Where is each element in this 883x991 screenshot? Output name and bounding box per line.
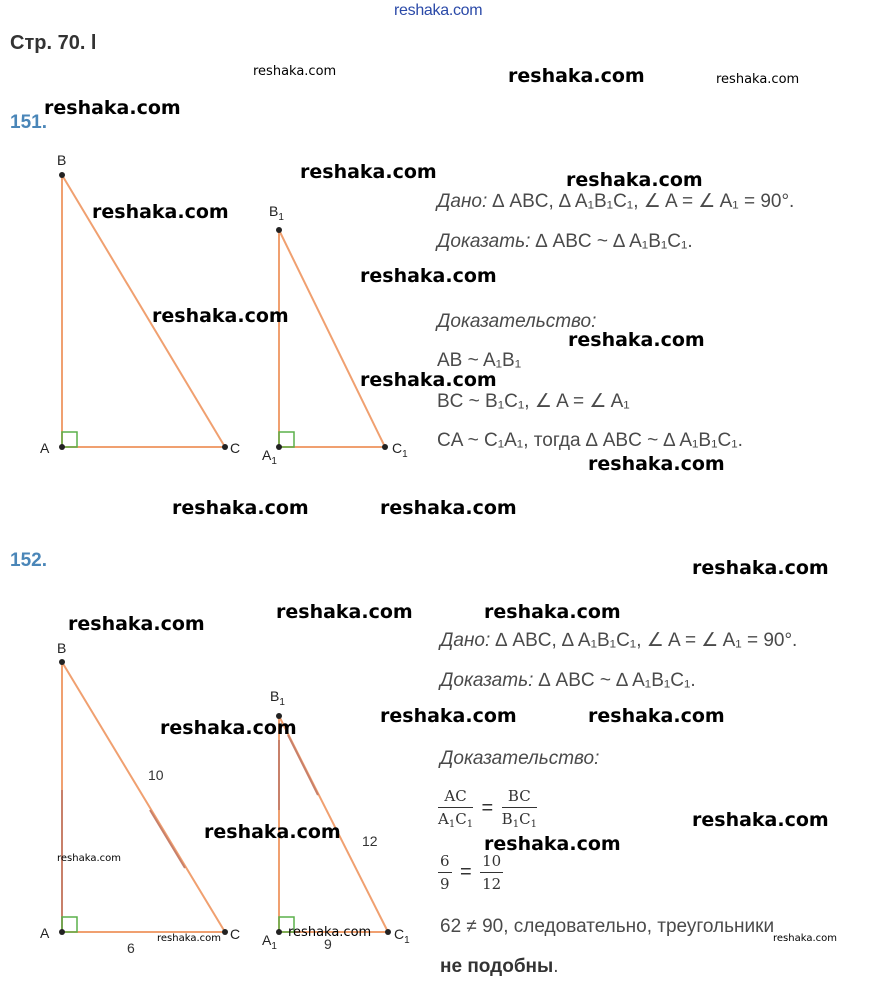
triangle-abc-152 bbox=[59, 659, 228, 935]
given-152: Дано: ∆ ABC, ∆ A₁B₁C₁, ∠ A = ∠ A₁ = 90°. bbox=[440, 630, 798, 651]
numeric-ratio: $\frac{6}{9}$ = $\frac{10}{12}$ bbox=[440, 852, 502, 893]
task152-figure bbox=[0, 640, 430, 970]
page-header: Стр. 70. l bbox=[10, 32, 97, 54]
watermark: reshaka.com bbox=[692, 809, 829, 831]
length-b1c1: 12 bbox=[362, 833, 378, 849]
watermark: reshaka.com bbox=[288, 925, 372, 940]
watermark: reshaka.com bbox=[773, 933, 837, 944]
fraction-ac-a1c1: $\frac{AC}{A_1C_1}$ bbox=[438, 787, 474, 830]
vertex-label-b1: $B_1$ bbox=[269, 203, 284, 223]
right-angle-mark bbox=[279, 432, 294, 447]
watermark: reshaka.com bbox=[300, 161, 437, 183]
vertex-label-a1: $A_1$ bbox=[262, 447, 277, 467]
vertex-label-a: A bbox=[40, 440, 50, 456]
watermark: reshaka.com bbox=[484, 601, 621, 623]
vertex-label-a1-152: $A_1$ bbox=[262, 932, 277, 952]
watermark: reshaka.com bbox=[692, 557, 829, 579]
watermark: reshaka.com bbox=[360, 265, 497, 287]
watermark: reshaka.com bbox=[204, 821, 341, 843]
watermark: reshaka.com bbox=[253, 64, 337, 79]
fraction-10-12: $\frac{10}{12}$ bbox=[482, 852, 502, 893]
fraction-bc-b1c1: $\frac{BC}{B_1C_1}$ bbox=[501, 787, 537, 830]
vertex-label-b: B bbox=[57, 152, 67, 168]
watermark: reshaka.com bbox=[68, 613, 205, 635]
vertex-label-c: C bbox=[230, 440, 241, 456]
proof-line-151-3: CA ~ C₁A₁, тогда ∆ ABC ~ ∆ A₁B₁C₁. bbox=[437, 430, 743, 451]
vertex-label-b1-152: $B_1$ bbox=[270, 688, 285, 708]
watermark: reshaka.com bbox=[588, 453, 725, 475]
watermark: reshaka.com bbox=[380, 705, 517, 727]
watermark: reshaka.com bbox=[360, 369, 497, 391]
right-angle-mark bbox=[62, 432, 77, 447]
length-a1c1: 9 bbox=[324, 936, 332, 952]
proof-line-151-1: AB ~ A₁B₁ bbox=[437, 350, 522, 371]
watermark: reshaka.com bbox=[588, 705, 725, 727]
given-151: Дано: ∆ ABC, ∆ A₁B₁C₁, ∠ A = ∠ A₁ = 90°. bbox=[437, 191, 795, 212]
watermark: reshaka.com bbox=[716, 72, 800, 87]
vertex-label-c1: $C_1$ bbox=[392, 440, 408, 460]
triangle-a1b1c1 bbox=[276, 227, 388, 450]
fraction-6-9: $\frac{6}{9}$ bbox=[440, 852, 450, 893]
watermark: reshaka.com bbox=[380, 497, 517, 519]
proof-label-151: Доказательство: bbox=[437, 311, 597, 332]
vertex-label-c1-152: $C_1$ bbox=[394, 926, 410, 946]
task-number-152: 152. bbox=[10, 550, 47, 571]
conclusion-152: 62 ≠ 90, следовательно, треугольники bbox=[440, 916, 775, 937]
watermark: reshaka.com bbox=[152, 305, 289, 327]
length-ac: 6 bbox=[127, 940, 135, 956]
watermark: reshaka.com bbox=[172, 497, 309, 519]
site-title[interactable]: reshaka.com bbox=[394, 2, 483, 19]
watermark: reshaka.com bbox=[157, 933, 221, 944]
ratio-equation: $\frac{AC}{A_1C_1}$ = $\frac{BC}{B_1C_1}$ bbox=[438, 787, 537, 830]
watermark: reshaka.com bbox=[92, 201, 229, 223]
proof-label-152: Доказательство: bbox=[440, 748, 600, 769]
watermark: reshaka.com bbox=[160, 717, 297, 739]
vertex-label-b-152: B bbox=[57, 640, 67, 656]
prove-151: Доказать: ∆ ABC ~ ∆ A₁B₁C₁. bbox=[437, 231, 693, 252]
watermark: reshaka.com bbox=[57, 853, 121, 864]
prove-152: Доказать: ∆ ABC ~ ∆ A₁B₁C₁. bbox=[440, 670, 696, 691]
vertex-label-a-152: A bbox=[40, 925, 50, 941]
conclusion-result-152: не подобны. bbox=[440, 956, 559, 977]
length-bc: 10 bbox=[148, 767, 164, 783]
watermark: reshaka.com bbox=[44, 97, 181, 119]
watermark: reshaka.com bbox=[566, 169, 703, 191]
watermark: reshaka.com bbox=[568, 329, 705, 351]
watermark: reshaka.com bbox=[276, 601, 413, 623]
task-number-151: 151. bbox=[10, 112, 47, 133]
proof-line-151-2: BC ~ B₁C₁, ∠ A = ∠ A₁ bbox=[437, 391, 630, 412]
vertex-label-c-152: C bbox=[230, 926, 241, 942]
watermark: reshaka.com bbox=[508, 65, 645, 87]
right-angle-mark bbox=[62, 917, 77, 932]
watermark: reshaka.com bbox=[484, 833, 621, 855]
